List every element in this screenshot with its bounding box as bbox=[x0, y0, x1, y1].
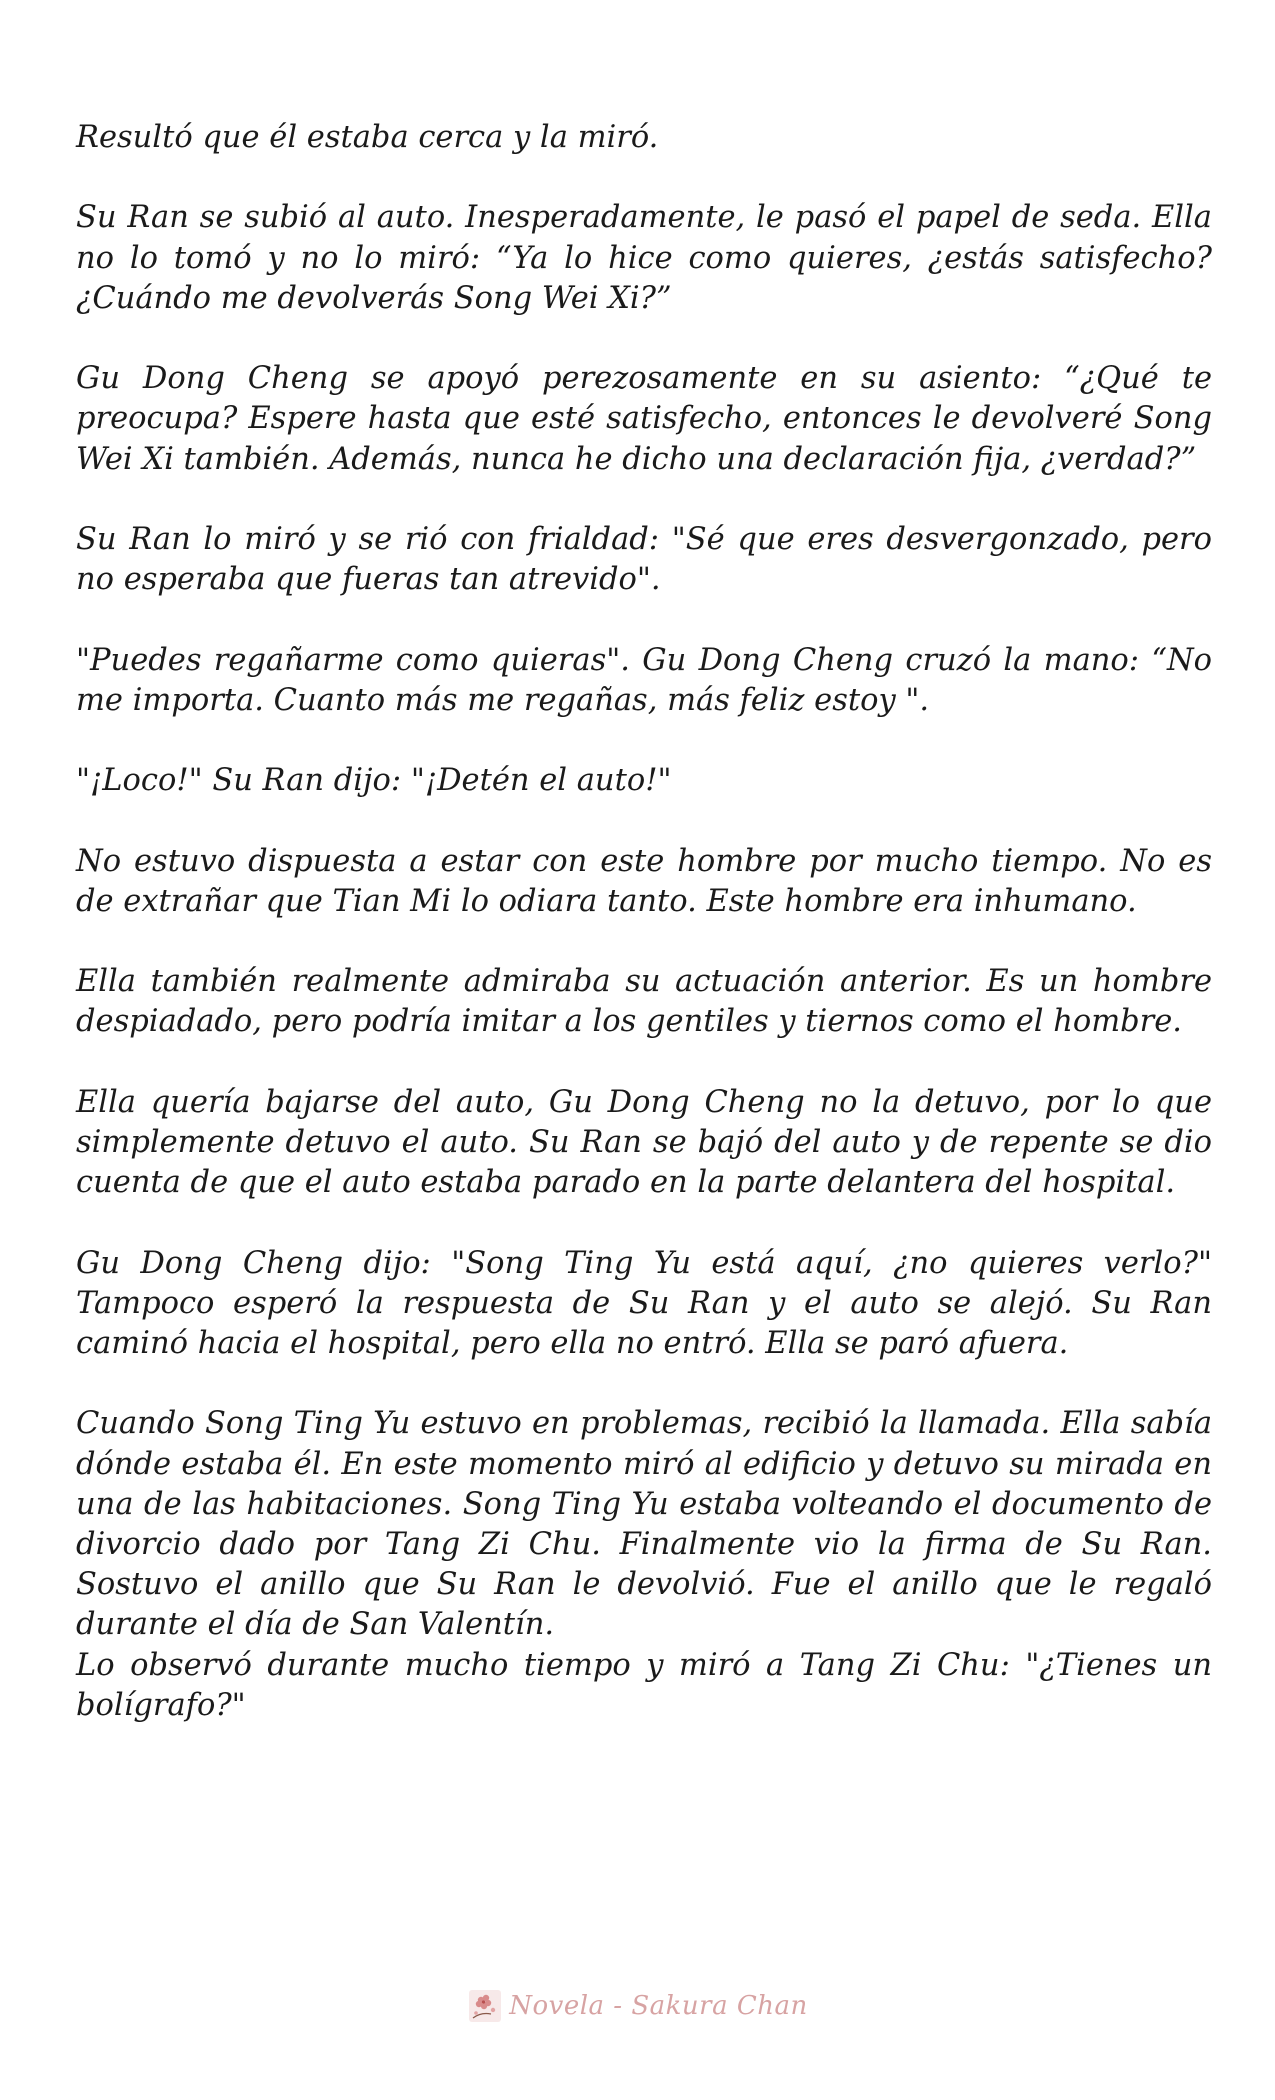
paragraph: "¡Loco!" Su Ran dijo: "¡Detén el auto!" bbox=[76, 763, 672, 799]
paragraph: Ella también realmente admiraba su actuación anterior. Es un hombre despiadado, pero podría imitar a los gentiles y tiernos como el hombre. bbox=[76, 964, 1212, 1040]
footer-label: Novela - Sakura Chan bbox=[509, 1991, 808, 2021]
paragraph: Su Ran se subió al auto. Inesperadamente, le pasó el papel de seda. Ella no lo tomó y no lo miró: “Ya lo hice como quieres, ¿estás satisfecho? ¿Cuándo me devolverás Song Wei Xi?” bbox=[76, 200, 1212, 316]
paragraph: Su Ran lo miró y se rió con frialdad: "Sé que eres desvergonzado, pero no esperaba que fueras tan atrevido". bbox=[76, 521, 1212, 598]
footer-brand bbox=[467, 1988, 808, 2024]
footer-watermark bbox=[0, 1988, 1275, 2038]
paragraph: Gu Dong Cheng dijo: "Song Ting Yu está aquí, ¿no quieres verlo?" Tampoco esperó la respuesta de Su Ran y el auto se alejó. Su Ran caminó hacia el hospital, pero ella no entró. Ella se paró afuera. bbox=[76, 1245, 1212, 1361]
sakura-flower-icon bbox=[467, 1988, 503, 2024]
paragraph: "Puedes regañarme como quieras". Gu Dong Cheng cruzó la mano: “No me importa. Cuanto más me regañas, más feliz estoy ". bbox=[76, 642, 1212, 718]
chapter-text bbox=[76, 118, 1212, 1766]
paragraph: Cuando Song Ting Yu estuvo en problemas, recibió la llamada. Ella sabía dónde estaba él. En este momento miró al edificio y detuvo su mirada en una de las habitaciones. Song Ting Yu estaba volteando el documento de divorcio dado por Tang Zi Chu. Finalmente vio la firma de Su Ran. Sostuvo el anillo que Su Ran le devolvió. Fue el anillo que le regaló durante el día de San Valentín. bbox=[76, 1406, 1212, 1643]
paragraph: No estuvo dispuesta a estar con este hombre por mucho tiempo. No es de extrañar que Tian Mi lo odiara tanto. Este hombre era inhumano. bbox=[76, 843, 1212, 919]
paragraph: Lo observó durante mucho tiempo y miró a Tang Zi Chu: "¿Tienes un bolígrafo?" bbox=[76, 1647, 1212, 1723]
paragraph: Ella quería bajarse del auto, Gu Dong Cheng no la detuvo, por lo que simplemente detuvo el auto. Su Ran se bajó del auto y de repente se dio cuenta de que el auto estaba parado en la parte delantera del hospital. bbox=[76, 1084, 1212, 1201]
paragraph: Resultó que él estaba cerca y la miró. bbox=[76, 120, 659, 155]
paragraph: Gu Dong Cheng se apoyó perezosamente en su asiento: “¿Qué te preocupa? Espere hasta que esté satisfecho, entonces le devolveré Song Wei Xi también. Además, nunca he dicho una declaración fija, ¿verdad?” bbox=[76, 361, 1212, 477]
